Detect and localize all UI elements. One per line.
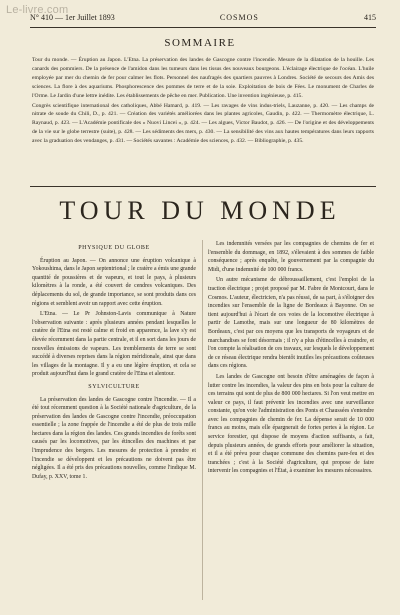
article-paragraph: Les landes de Gascogne ont besoin d'être aménagées de façon à lutter contre les incendies, la valeur des pins en bois pour la culture de ces terrains qui sont de plus de 800 000 hectares. Si l'on veut mettre en valeur ce pays, il faut prévenir les incendies avec une surveillance constante, qu'on voie l'administration des Ponts et Chaussées s'entendre avec les compagnies de chemin de fer. La dépense serait de 10 000 francs au moins, mais elle épargnerait de fortes pertes à la région. Le service forestier, qui dispose de moyens d'action suffisants, a fait, depuis plusieurs années, de grands efforts pour améliorer la situation, et il a été prévu pour chaque commune des chemins pare-feu et des tranchées ; c'est à la Société d'agriculture, qui propose de faire intervenir les compagnies et l'État, à examiner les mesures nécessaires. [208,373,374,475]
issue-info: N° 410 — 1er Juillet 1893 [30,13,115,22]
sommaire-rule [30,186,376,187]
left-column [32,240,196,483]
header-rule [30,27,376,28]
page-number: 415 [364,13,376,22]
article-paragraph: La préservation des landes de Gascogne contre l'incendie. — Il a été tout récemment question à la Société nationale d'agriculture, de la préservation des landes de Gascogne contre l'incendie, préoccupation essentielle ; la zone frappée de l'incendie a été de plus de trois mille hectares dans la région des landes. Ces grands incendies de forêts sont causés par les locomotives, par les étincelles des machines et par l'imprudence des bergers. Les mesures de protection à prendre et l'incendie se développent et les précautions ne doivent pas être négligées. Il a été pris des précautions nouvelles, comme l'indique M. Dufay, p. XXV, tome 1. [32,396,196,480]
sommaire-heading: SOMMAIRE [164,37,236,49]
sommaire-paragraph: Tour du monde. — Éruption au Japon. L'Etna. La préservation des landes de Gascogne contre l'incendie. Mesure de la dilatation de la houille. Les canards des pommiers. De la présence de l'amidon dans les tumeurs dans les tissus des nouveaux bourgeons. L'éclairage électrique de l'océan. L'huile employée par mer du chemin de fer pour calmer les flots. Personnel des naufragés des quartiers pauvres à Londres. Société de secours des Amis des sciences. La flore à des aquariums. Phosphorescence des pommes de terre et de la soie. Exploitation de bois de Fées. Le monument de Charles de l'Orme. Le Jardin d'une lettre inédite. Les établissements de pêche en mer. Publication. Une invention ingénieuse, p. 415. [32,57,374,99]
article-paragraph: Les indemnités versées par les compagnies de chemins de fer et l'ensemble du dommage, en 1892, s'élevaient à des sommes de faible conséquence ; après enquête, le gouvernement par la compagnie du Midi, d'une indemnité de 100 000 francs. [208,241,374,273]
sommaire-text [32,56,374,147]
sommaire-paragraph: Congrès scientifique international des catholiques, Abbé Hamard, p. 419. — Les ravages de vins indus-triels, Lauzanne, p. 420. — Les champs de nitrate de soude du Chili, D., p. 421. — Création des variétés améliorées dans les plantes agricoles, Gaudin, p. 422. — Thermomètre électrique, L. Raynaud, p. 423. — L'Académie pontificale des « Nuovi Lincei », p. 424. — Les algues, Victor Baudot, p. 426. — De l'origine et des développements de la vie sur le globe terrestre (suite), p. 428. — Les sédiments des mers, p. 430. — La sensibilité des vins aux hautes températures dans leurs rapports avec la graduation des vendanges, p. 431. — Sociétés savantes : Académie des sciences, p. 432. — Bibliographie, p. 435. [32,102,374,145]
article-paragraph: Éruption au Japon. — On annonce une éruption volcanique à Yokoushima, dans le Japon septentrional ; le cratère a émis une grande quantité de poussières et de vapeurs, et tout le pays, à plusieurs kilomètres à la ronde, a été couvert de cendres volcaniques. Des déplacements du sol, de grande importance, se sont produits dans ces régions et semblent avoir un rapport avec cette éruption. [32,257,196,307]
article-paragraph: Un autre mécanisme de débroussaillement, c'est l'emploi de la traction électrique ; projet proposé par M. Fabre de Montcourt, dans le Cosmos. L'auteur, électricien, n'a pas réussi, de sa part, à s'éloigner des incendies sur l'ensemble de la ligne de Bordeaux à Bayonne. On se tient aujourd'hui à l'écart de ces voies de la locomotive électrique à partir de Lamothe, mais sur une longueur de 80 kilomètres de Bordeaux, c'est par ces moyens que les transports de voyageurs et de marchandises se font désormais ; il n'y a plus d'étincelles à craindre, et l'on compte la réalisation de ces travaux, sur lesquels le développement de ce réseau électrique rendra bientôt inutiles les précautions coûteuses dans ces régions. [208,277,374,370]
column-divider [202,240,203,600]
journal-name: COSMOS [219,13,259,22]
section-heading-physique: PHYSIQUE DU GLOBE [78,245,150,251]
article-paragraph: L'Etna. — Le Pr Johnston-Lavis communique à Nature l'observation suivante : après plusieurs années pendant lesquelles le cratère de l'Etna est resté calme et froid en apparence, la lave s'y est élevée récemment dans la partie centrale, et il en sort dans les jours de nouvelles émissions de vapeurs. Les tremblements de terre se sont succédé à diverses reprises dans la région méridionale, ainsi que dans les villages de la montagne. Il y a eu une légère éruption, et cela se produit aujourd'hui dans le grand cratère de l'Etna et alentour. [32,311,196,378]
main-title: TOUR DU MONDE [59,196,341,225]
running-header [30,13,376,25]
right-column [208,240,374,478]
watermark: Le-livre.com [6,4,69,16]
section-heading-sylviculture: SYLVICULTURE [88,383,140,390]
